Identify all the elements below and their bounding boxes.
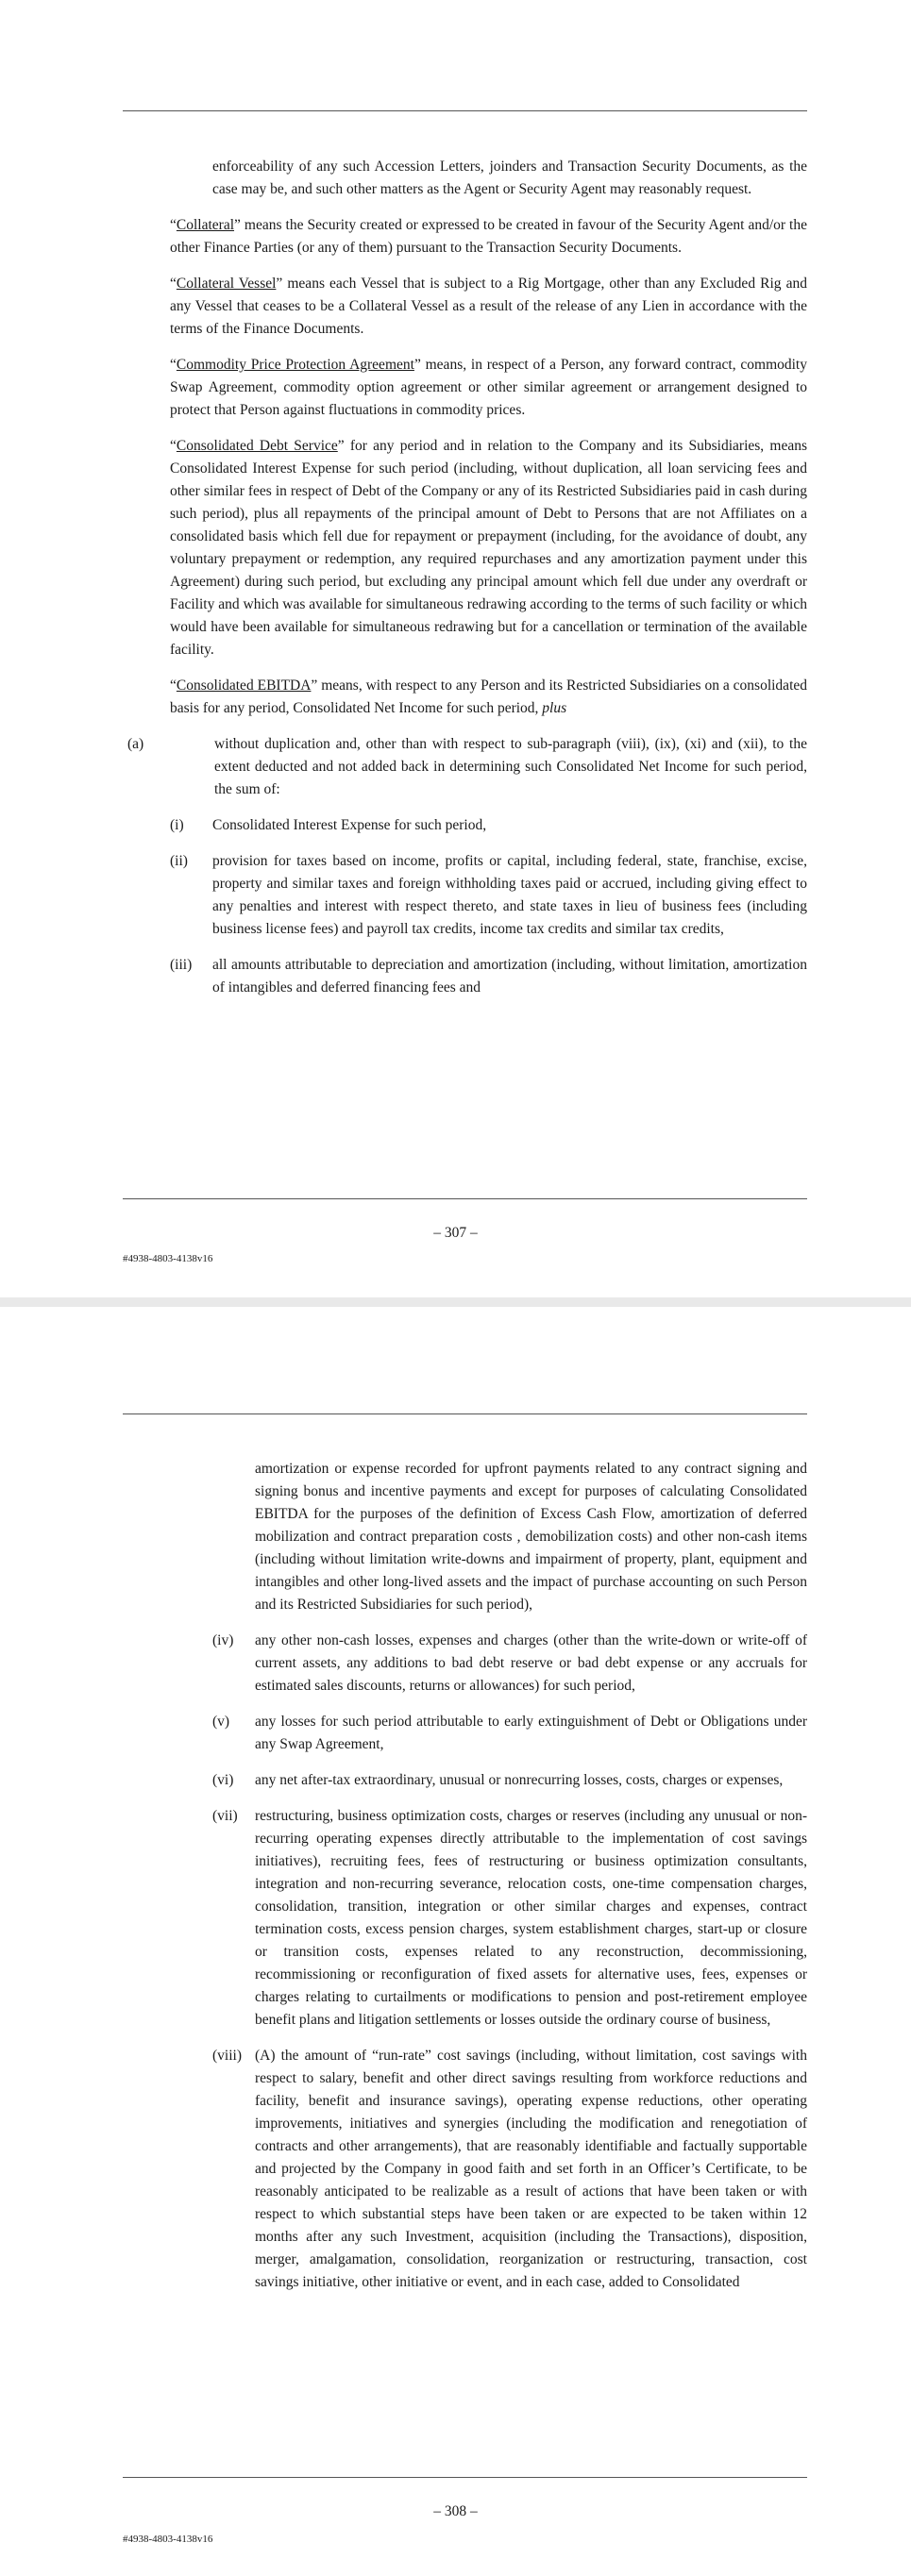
subclause-text: any other non-cash losses, expenses and charges (other than the write-down or write-off of current assets, any additions to bad debt reserve or bad debt expense or any accruals for estimated sales discounts, returns or allowances) for such period,: [255, 1632, 807, 1694]
definition-text: means each Vessel that is subject to a Rig Mortgage, other than any Excluded Rig and any Vessel that ceases to be a Collateral Vessel as a result of the release of any Lien in accordance with the terms of the Finance Documents.: [170, 276, 807, 337]
subclause-text: restructuring, business optimization costs, charges or reserves (including any unusual or non-recurring operating expenses directly attributable to the implementation of cost savings initiatives), recruiting fees, fees of restructuring or business optimization consultants, integration and non-recurring severance, relocation costs, one-time compensation charges, consolidation, transition, integration or other similar charges and expenses, contract termination costs, excess pension charges, system establishment charges, start-up or closure or transition costs, expenses related to any reconstruction, decommissioning, recommissioning or reconfiguration of fixed assets for alternative uses, fees, expenses or charges relating to curtailments or modifications to pension and post-retirement employee benefit plans and litigation settlements or losses outside the ordinary course of business,: [255, 1808, 807, 2028]
subclause-v: [212, 1711, 807, 1756]
continuation-paragraph: amortization or expense recorded for upfront payments related to any contract signing and signing bonus and incentive payments and except for purposes of calculating Consolidated EBITDA for the purposes of the definition of Excess Cash Flow, amortization of deferred mobilization and contract preparation costs , demobilization costs) and other non-cash items (including without limitation write-downs and impairment of property, plant, equipment and intangibles and other long-lived assets and the impact of purchase accounting on such Person and its Restricted Subsidiaries for such period),: [255, 1461, 807, 1613]
definition-text: means, in respect of a Person, any forward contract, commodity Swap Agreement, commodity option agreement or other similar agreement or arrangement designed to protect that Person against fluctuations in commodity prices.: [170, 357, 807, 418]
subclause-i: [170, 814, 807, 837]
definition-consolidated-ebitda: “Consolidated EBITDA” means, with respect to any Person and its Restricted Subsidiaries on a consolidated basis for any period, Consolidated Net Income for such period, plus: [170, 677, 807, 716]
subclause-iv: [212, 1630, 807, 1698]
clause-a: [127, 733, 807, 801]
subclause-label: (iv): [212, 1632, 234, 1648]
definition-commodity-price-protection-agreement: “Commodity Price Protection Agreement” means, in respect of a Person, any forward contract, commodity Swap Agreement, commodity option agreement or other similar agreement or arrangement designed to protect that Person against fluctuations in commodity prices.: [170, 357, 807, 418]
continuation-paragraph: enforceability of any such Accession Letters, joinders and Transaction Security Documents, as the case may be, and such other matters as the Agent or Security Agent may reasonably request.: [212, 159, 807, 197]
subclause-viii: [212, 2045, 807, 2294]
header-rule: [123, 1413, 807, 1414]
document-id: #4938-4803-4138v16: [123, 2534, 213, 2545]
footer-rule: [123, 2477, 807, 2478]
header-rule: [123, 110, 807, 111]
subclause-vi: [212, 1769, 807, 1792]
document-id: #4938-4803-4138v16: [123, 1253, 213, 1264]
subclause-label: (vi): [212, 1772, 234, 1788]
page-308: [0, 1307, 911, 2576]
definition-text: for any period and in relation to the Company and its Subsidiaries, means Consolidated Interest Expense for such period (including, without duplication, all loan servicing fees and other similar fees in respect of Debt of the Company or any of its Restricted Subsidiaries paid in cash during such period), plus all repayments of the principal amount of Debt to Persons that are not Affiliates on a consolidated basis which fell due for repayment or prepayment (including, for the avoidance of doubt, any voluntary prepayment or redemption, any required repurchases and any amortization payment under this Agreement) during such period, but excluding any principal amount which fell due under any overdraft or Facility and which was available for simultaneous redrawing according to the terms of such facility or which would have been available for simultaneous redrawing but for a cancellation or termination of the available facility.: [170, 438, 807, 658]
defined-term: Collateral Vessel: [176, 276, 277, 292]
subclause-text: provision for taxes based on income, profits or capital, including federal, state, franchise, excise, property and similar taxes and foreign withholding taxes paid or accrued, including giving effect to any penalties and interest with respect thereto, and state taxes in lieu of business fees (including business license fees) and payroll tax credits, income tax credits and similar tax credits,: [212, 853, 807, 937]
definition-collateral-vessel: “Collateral Vessel” means each Vessel that is subject to a Rig Mortgage, other than any Excluded Rig and any Vessel that ceases to be a Collateral Vessel as a result of the release of any Lien in accordance with the terms of the Finance Documents.: [170, 276, 807, 337]
subclause-label: (i): [170, 817, 184, 833]
subclause-text: any losses for such period attributable to early extinguishment of Debt or Obligations under any Swap Agreement,: [255, 1714, 807, 1752]
subclause-label: (v): [212, 1714, 230, 1730]
defined-term: Collateral: [176, 217, 235, 233]
subclause-vii: [212, 1805, 807, 2032]
subclause-text: any net after-tax extraordinary, unusual or nonrecurring losses, costs, charges or expenses,: [255, 1772, 784, 1788]
footer-rule: [123, 1198, 807, 1199]
clause-label: (a): [127, 736, 144, 752]
page-number: – 308 –: [433, 2503, 478, 2519]
defined-term: Consolidated EBITDA: [176, 677, 312, 694]
page-body: [212, 1458, 807, 2307]
subclause-text: Consolidated Interest Expense for such period,: [212, 817, 487, 833]
subclause-text: all amounts attributable to depreciation and amortization (including, without limitation, amortization of intangibles and deferred financing fees and: [212, 957, 807, 995]
definition-text: means, with respect to any Person and its Restricted Subsidiaries on a consolidated basis for any period, Consolidated Net Income for such period,: [170, 677, 807, 716]
page-number: – 307 –: [433, 1225, 478, 1241]
subclause-label: (iii): [170, 957, 193, 973]
defined-term: Consolidated Debt Service: [176, 438, 338, 454]
subclause-label: (ii): [170, 853, 188, 869]
page-body: [127, 156, 807, 1012]
clause-text: without duplication and, other than with respect to sub-paragraph (viii), (ix), (xi) and (xii), to the extent deducted and not added back in determining such Consolidated Net Income for such period, the sum of:: [214, 736, 807, 797]
definition-consolidated-debt-service: “Consolidated Debt Service” for any period and in relation to the Company and its Subsidiaries, means Consolidated Interest Expense for such period (including, without duplication, all loan servicing fees and other similar fees in respect of Debt of the Company or any of its Restricted Subsidiaries paid in cash during such period), plus all repayments of the principal amount of Debt to Persons that are not Affiliates on a consolidated basis which fell due for repayment or prepayment (including, for the avoidance of doubt, any voluntary prepayment or redemption, any required repurchases and any amortization payment under this Agreement) during such period, but excluding any principal amount which fell due under any overdraft or Facility and which was available for simultaneous redrawing according to the terms of such facility or which would have been available for simultaneous redrawing but for a cancellation or termination of the available facility.: [170, 438, 807, 658]
plus-word: plus: [542, 700, 567, 716]
subclause-label: (vii): [212, 1808, 238, 1824]
defined-term: Commodity Price Protection Agreement: [176, 357, 414, 373]
subclause-text: (A) the amount of “run-rate” cost savings (including, without limitation, cost savings with respect to salary, benefit and other direct savings resulting from workforce reductions and facility, benefit and insurance savings), operating expense reductions, other operating improvements, initiatives and synergies (including the modification and renegotiation of contracts and other arrangements), that are reasonably identifiable and factually supportable and projected by the Company in good faith and set forth in an Officer’s Certificate, to be reasonably anticipated to be realizable as a result of actions that have been taken or with respect to which substantial steps have been taken or are expected to be taken within 12 months after any such Investment, acquisition (including the Transactions), disposition, merger, amalgamation, consolidation, reorganization or restructuring, transaction, cost savings initiative, other initiative or event, and in each case, added to Consolidated: [255, 2048, 807, 2290]
definition-collateral: “Collateral” means the Security created or expressed to be created in favour of the Security Agent and/or the other Finance Parties (or any of them) pursuant to the Transaction Security Documents.: [170, 217, 807, 256]
definition-text: means the Security created or expressed to be created in favour of the Security Agent and/or the other Finance Parties (or any of them) pursuant to the Transaction Security Documents.: [170, 217, 807, 256]
subclause-label: (viii): [212, 2048, 242, 2064]
subclause-iii: [170, 954, 807, 999]
subclause-ii: [170, 850, 807, 941]
